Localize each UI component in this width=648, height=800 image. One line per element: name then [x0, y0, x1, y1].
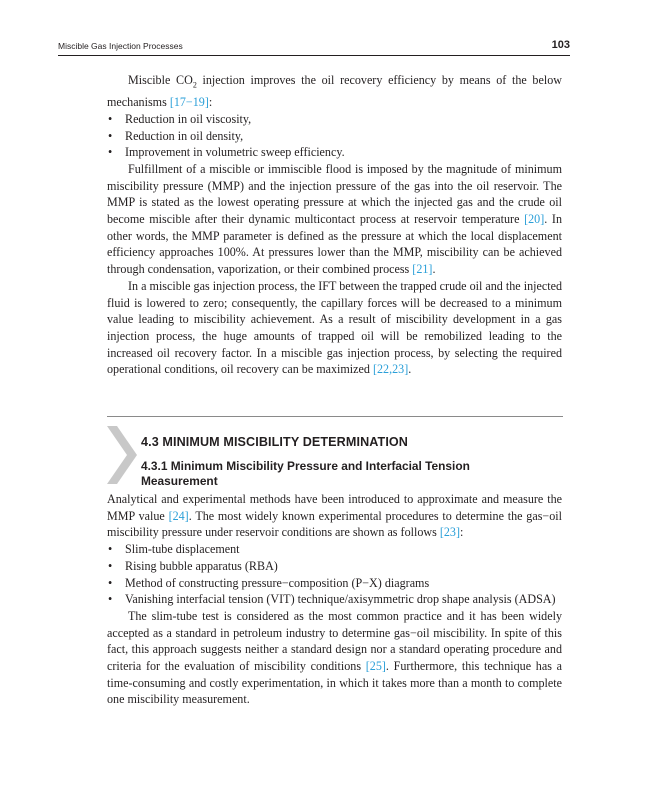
body-text-bottom — [107, 491, 562, 708]
citation-link[interactable]: [22,23] — [372, 362, 409, 377]
citation-link[interactable]: [20] — [524, 212, 545, 227]
slimtube-paragraph: The slim-tube test is considered as the most common practice and it has been widely accepted as a standard in petroleum industry to determine gas−oil miscibility. In spite of this fact, this approach suggests neither a standard design nor a standard operating procedure and criteria for the evaluation of miscibility conditions [25]. Furthermore, this technique has a time-consuming and costly experimentation, in which it takes more than a month to complete one miscibility measurement. — [107, 608, 562, 707]
ift-paragraph: In a miscible gas injection process, the IFT between the trapped crude oil and the injected fluid is lowered to zero; consequently, the capillary forces will be decreased to a minimum value leading to miscibility achievement. As a result of miscibility development in a gas injection process, the huge amounts of trapped oil will be remobilized leading to the increased oil recovery factor. In a miscible gas injection process, by selecting the required operational conditions, oil recovery can be maximized [22,23]. — [107, 278, 562, 377]
citation-link[interactable]: [17−19] — [169, 95, 209, 110]
page-number: 103 — [551, 39, 570, 51]
section-rule — [107, 416, 563, 417]
body-text-top — [107, 72, 562, 378]
list-item: • Vanishing interfacial tension (VIT) technique/axisymmetric drop shape analysis (ADSA) — [107, 591, 562, 608]
citation-link[interactable]: [24] — [168, 508, 189, 523]
citation-link[interactable]: [23] — [439, 525, 461, 540]
header-rule — [58, 55, 570, 56]
section-heading-block — [107, 416, 563, 494]
list-item: • Reduction in oil density, — [107, 128, 562, 145]
methods-list — [107, 541, 562, 608]
methods-paragraph: Analytical and experimental methods have been introduced to approximate and measure the MMP value [24]. The most widely known experimental procedures to determine the gas−oil miscibility pressure under reservoir conditions are shown as follows [23]: — [107, 492, 562, 540]
mmp-paragraph: Fulfillment of a miscible or immiscible flood is imposed by the magnitude of minimum miscibility pressure (MMP) and the injection pressure of the gas into the oil reservoir. The MMP is stated as the lowest operating pressure at which the injected gas and the crude oil become miscible after their dynamic multicontact process at reservoir temperature [20]. In other words, the MMP parameter is defined as the pressure at which the local displacement efficiency approaches 100%. At pressures lower than the MMP, miscibility can be achieved through condensation, vaporization, or their combined process [21]. — [107, 161, 562, 277]
list-item: • Slim-tube displacement — [107, 541, 562, 558]
chevron-icon — [107, 426, 137, 484]
running-header — [58, 40, 570, 54]
citation-link[interactable]: [25] — [365, 659, 386, 674]
subsection-title: 4.3.1 Minimum Miscibility Pressure and Interfacial Tension Measurement — [141, 459, 470, 488]
mechanism-list — [107, 111, 562, 161]
running-title: Miscible Gas Injection Processes — [58, 41, 183, 51]
list-item: • Reduction in oil viscosity, — [107, 111, 562, 128]
list-item: • Method of constructing pressure−composition (P−X) diagrams — [107, 575, 562, 592]
list-item: • Improvement in volumetric sweep efficiency. — [107, 144, 562, 161]
list-item: • Rising bubble apparatus (RBA) — [107, 558, 562, 575]
intro-paragraph: Miscible $CO_2$ injection improves the oil recovery efficiency by means of the below mechanisms [17−19]: — [107, 73, 562, 110]
citation-link[interactable]: [21] — [412, 262, 433, 277]
section-title: 4.3 MINIMUM MISCIBILITY DETERMINATION — [141, 435, 409, 449]
